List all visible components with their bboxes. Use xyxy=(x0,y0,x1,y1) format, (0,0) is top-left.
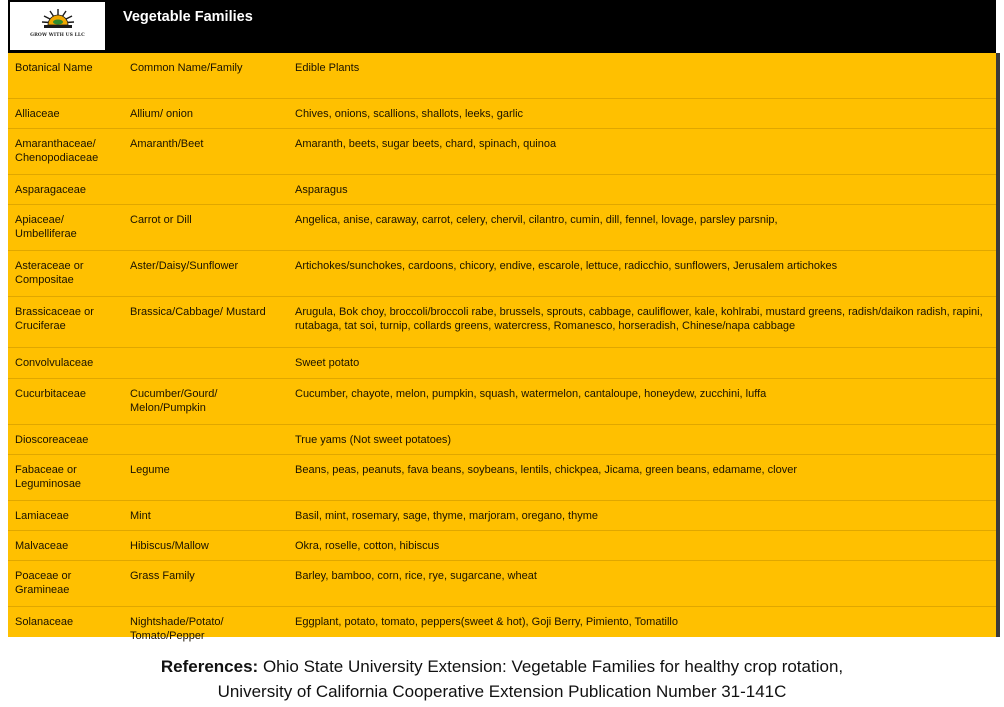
edible-plants-cell: True yams (Not sweet potatoes) xyxy=(288,425,996,455)
slide xyxy=(8,0,996,642)
common-name-cell: Cucumber/Gourd/ Melon/Pumpkin xyxy=(123,379,288,425)
table-row xyxy=(8,99,996,129)
column-header-plants: Edible Plants xyxy=(288,53,996,99)
edible-plants-cell: Beans, peas, peanuts, fava beans, soybeans, lentils, chickpea, Jicama, green beans, edamame, clover xyxy=(288,455,996,501)
botanical-name-cell: Lamiaceae xyxy=(8,501,123,531)
edible-plants-cell: Cucumber, chayote, melon, pumpkin, squash, watermelon, cantaloupe, honeydew, zucchini, luffa xyxy=(288,379,996,425)
edible-plants-cell: Amaranth, beets, sugar beets, chard, spinach, quinoa xyxy=(288,129,996,175)
botanical-name-cell: Apiaceae/ Umbelliferae xyxy=(8,205,123,251)
table-row xyxy=(8,531,996,561)
table-row xyxy=(8,607,996,649)
logo-text: GROW WITH US LLC xyxy=(30,33,85,38)
botanical-name-cell: Malvaceae xyxy=(8,531,123,561)
common-name-cell: Allium/ onion xyxy=(123,99,288,129)
references-text-2: University of California Cooperative Extension Publication Number 31-141C xyxy=(217,682,787,701)
logo xyxy=(10,2,105,50)
references xyxy=(0,654,1004,704)
table-row xyxy=(8,297,996,348)
botanical-name-cell: Asparagaceae xyxy=(8,175,123,205)
table-row xyxy=(8,251,996,297)
edible-plants-cell: Eggplant, potato, tomato, peppers(sweet & hot), Goji Berry, Pimiento, Tomatillo xyxy=(295,616,678,628)
botanical-name-cell: Fabaceae or Leguminosae xyxy=(8,455,123,501)
botanical-name-cell: Cucurbitaceae xyxy=(8,379,123,425)
common-name-cell: Nightshade/Potato/ Tomato/Pepper xyxy=(130,616,224,642)
common-name-cell xyxy=(123,425,288,455)
botanical-name-cell: Poaceae or Gramineae xyxy=(8,561,123,607)
table-row xyxy=(8,561,996,607)
edible-plants-cell: Sweet potato xyxy=(288,348,996,379)
table-row xyxy=(8,455,996,501)
botanical-name-cell: Dioscoreaceae xyxy=(8,425,123,455)
references-label: References: xyxy=(160,657,259,676)
edible-plants-cell: Barley, bamboo, corn, rice, rye, sugarcane, wheat xyxy=(288,561,996,607)
common-name-cell: Mint xyxy=(123,501,288,531)
side-border xyxy=(996,53,1000,637)
common-name-cell: Amaranth/Beet xyxy=(123,129,288,175)
table-row xyxy=(8,379,996,425)
references-line-1 xyxy=(0,654,1004,679)
edible-plants-cell: Chives, onions, scallions, shallots, leeks, garlic xyxy=(288,99,996,129)
sunburst-sun-logo-icon xyxy=(40,8,76,32)
botanical-name-cell: Amaranthaceae/ Chenopodiaceae xyxy=(8,129,123,175)
column-header-botanical: Botanical Name xyxy=(8,53,123,99)
edible-plants-cell: Angelica, anise, caraway, carrot, celery, chervil, cilantro, cumin, dill, fennel, lovage, parsley parsnip, xyxy=(288,205,996,251)
botanical-name-cell: Alliaceae xyxy=(8,99,123,129)
botanical-name-cell: Convolvulaceae xyxy=(8,348,123,379)
table-row xyxy=(8,425,996,455)
column-header-common: Common Name/Family xyxy=(123,53,288,99)
edible-plants-cell: Arugula, Bok choy, broccoli/broccoli rabe, brussels, sprouts, cabbage, cauliflower, kale, kohlrabi, mustard greens, radish/daikon radish, rapini, rutabaga, tat soi, turnip, collards greens, watercress, Romanesco, horseradish, Chinese/napa cabbage xyxy=(288,297,996,348)
common-name-cell: Brassica/Cabbage/ Mustard xyxy=(123,297,288,348)
common-name-cell: Hibiscus/Mallow xyxy=(123,531,288,561)
edible-plants-cell: Basil, mint, rosemary, sage, thyme, marjoram, oregano, thyme xyxy=(288,501,996,531)
botanical-name-cell: Brassicaceae or Cruciferae xyxy=(8,297,123,348)
table-row xyxy=(8,501,996,531)
common-name-cell: Aster/Daisy/Sunflower xyxy=(123,251,288,297)
header-bar xyxy=(8,0,996,53)
common-name-cell xyxy=(123,175,288,205)
table-row xyxy=(8,129,996,175)
common-name-cell: Carrot or Dill xyxy=(123,205,288,251)
common-name-cell: Grass Family xyxy=(123,561,288,607)
common-name-cell: Legume xyxy=(123,455,288,501)
edible-plants-cell: Asparagus xyxy=(288,175,996,205)
edible-plants-cell: Okra, roselle, cotton, hibiscus xyxy=(288,531,996,561)
table-row xyxy=(8,205,996,251)
edible-plants-cell: Artichokes/sunchokes, cardoons, chicory, endive, escarole, lettuce, radicchio, sunflowers, Jerusalem artichokes xyxy=(288,251,996,297)
vegetable-families-table xyxy=(8,53,996,648)
page-title: Vegetable Families xyxy=(123,9,253,25)
table-row xyxy=(8,348,996,379)
botanical-name-cell: Solanaceae xyxy=(15,616,74,628)
botanical-name-cell: Asteraceae or Compositae xyxy=(8,251,123,297)
common-name-cell xyxy=(123,348,288,379)
table-row xyxy=(8,175,996,205)
table-header-row xyxy=(8,53,996,99)
references-text-1: Ohio State University Extension: Vegetable Families for healthy crop rotation, xyxy=(262,657,844,676)
